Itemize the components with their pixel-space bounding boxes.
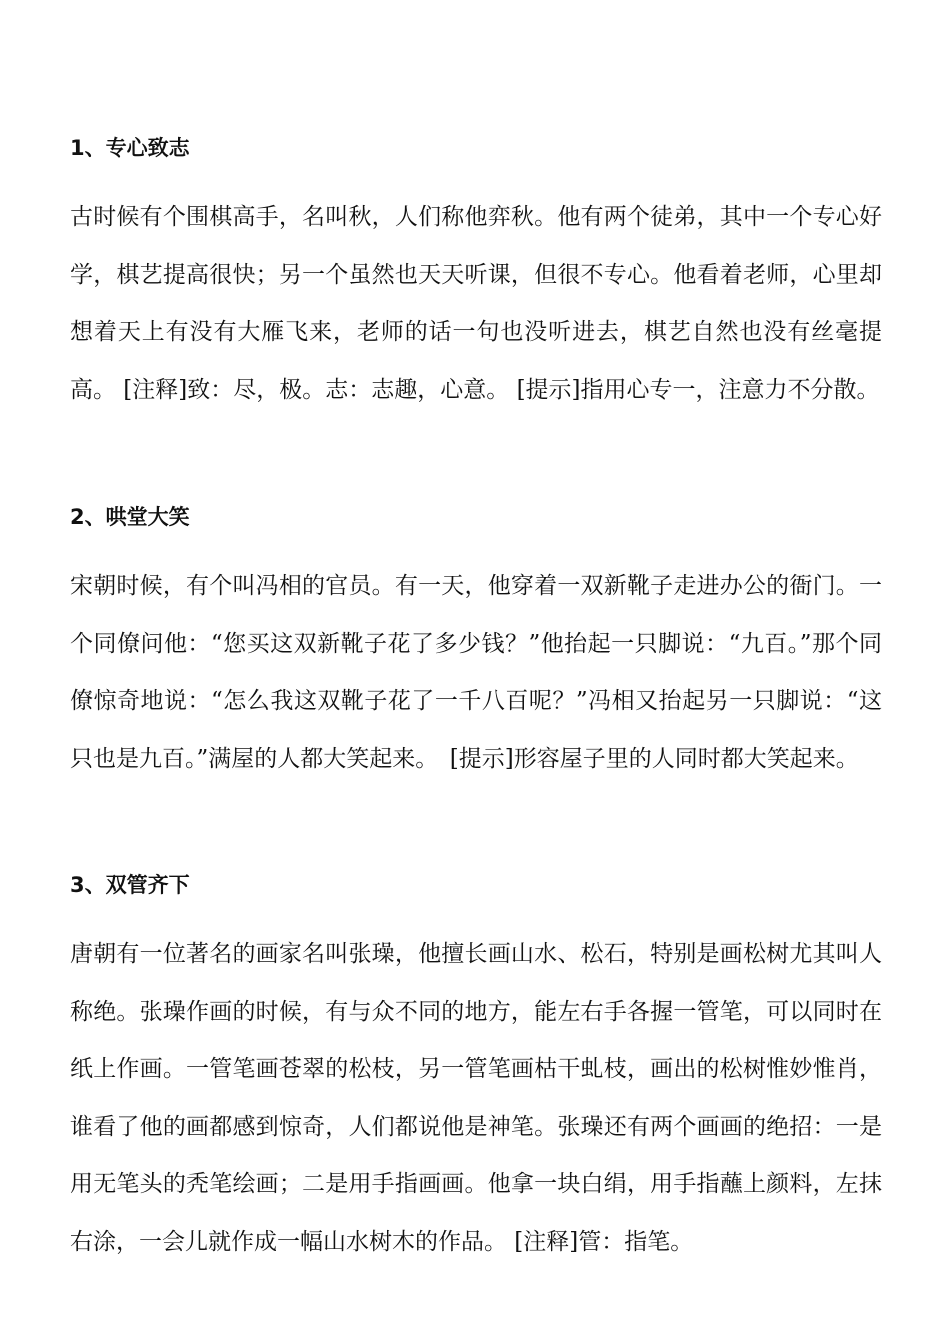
section-title-3: 3、双管齐下: [70, 873, 190, 897]
section-title-1: 1、专心致志: [70, 136, 190, 160]
section-body-2: 宋朝时候，有个叫冯相的官员。有一天，他穿着一双新靴子走进办公的衙门。一个同僚问他：“您买这双新靴子花了多少钱？”他抬起一只脚说：“九百。”那个同僚惊奇地说：“怎么我这双靴子花了一千八百呢？”冯相又抬起另一只脚说：“这只也是九百。”满屋的人都大笑起来。 [提示]形容屋子里的人同时都大笑起来。: [70, 573, 882, 772]
section-title-2: 2、哄堂大笑: [70, 505, 190, 529]
section-body-3: 唐朝有一位著名的画家名叫张璪，他擅长画山水、松石，特别是画松树尤其叫人称绝。张璪作画的时候，有与众不同的地方，能左右手各握一管笔，可以同时在纸上作画。一管笔画苍翠的松枝，另一管笔画枯干虬枝，画出的松树惟妙惟肖，谁看了他的画都感到惊奇，人们都说他是神笔。张璪还有两个画画的绝招：一是用无笔头的秃笔绘画；二是用手指画画。他拿一块白绢，用手指蘸上颜料，左抹右涂，一会儿就作成一幅山水树木的作品。 [注释]管：指笔。: [70, 941, 882, 1255]
section-body-1: 古时候有个围棋高手，名叫秋，人们称他弈秋。他有两个徒弟，其中一个专心好学，棋艺提高很快；另一个虽然也天天听课，但很不专心。他看着老师，心里却想着天上有没有大雁飞来，老师的话一句也没听进去，棋艺自然也没有丝毫提高。 [注释]致：尽，极。志：志趣，心意。 [提示]指用心专一，注意力不分散。: [70, 204, 882, 403]
